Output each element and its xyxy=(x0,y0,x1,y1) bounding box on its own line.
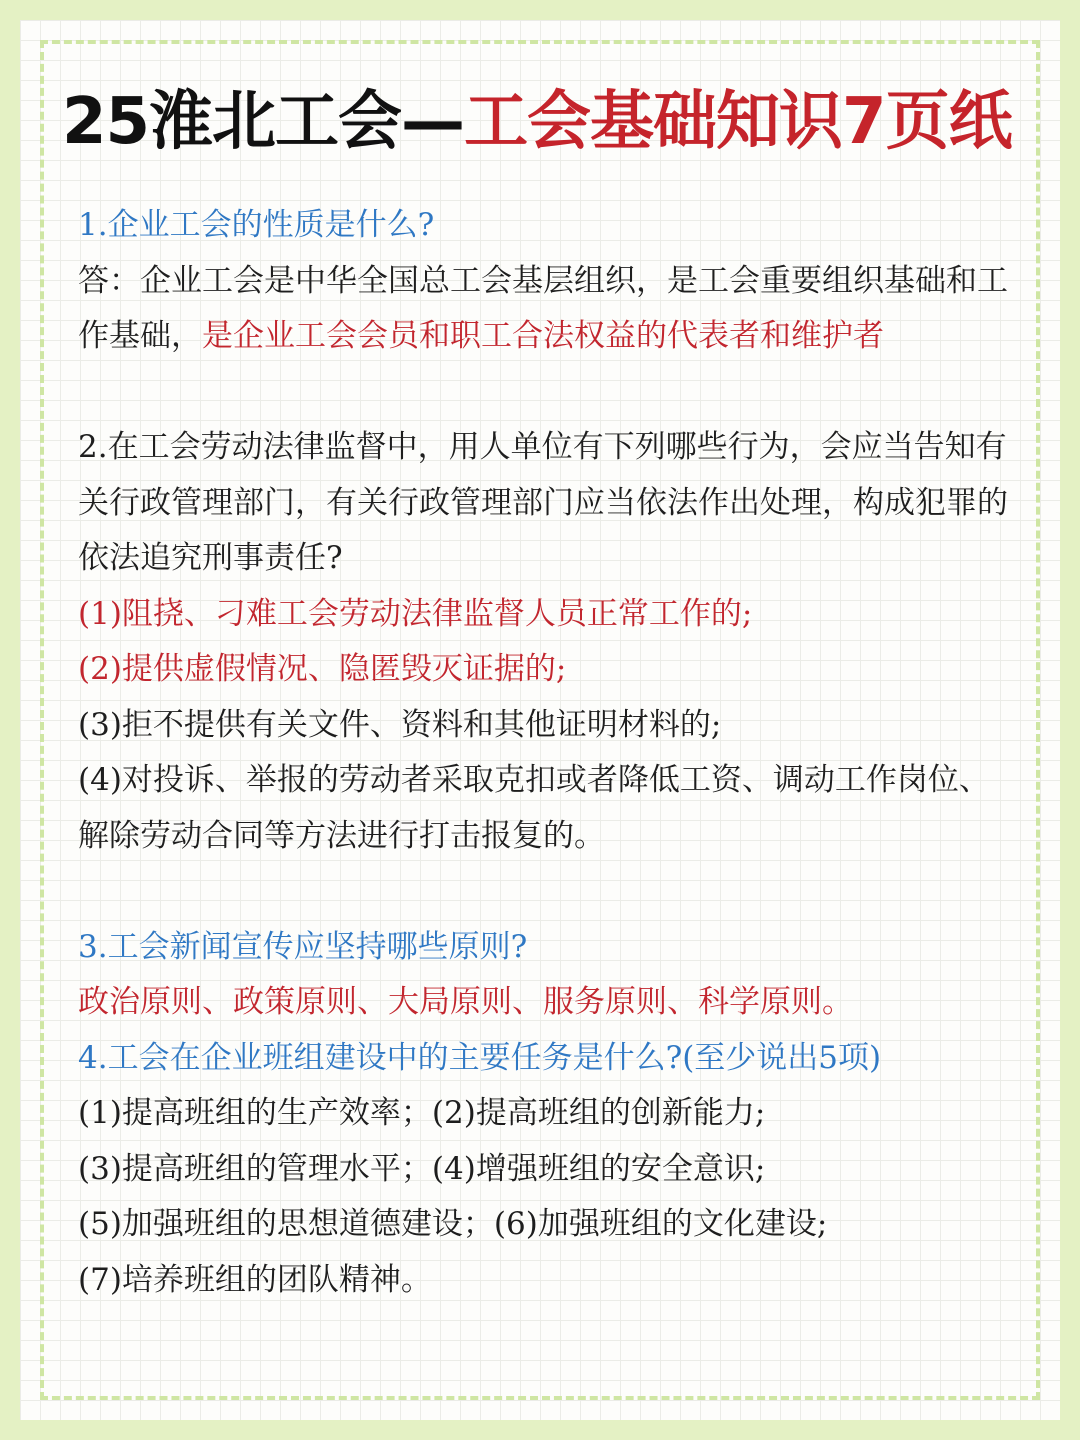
answer-2-item-1: (1)阻挠、刁难工会劳动法律监督人员正常工作的; xyxy=(78,595,753,632)
answer-1-text: 答：企业工会是中华全国总工会基层组织，是工会重要组织基础和工作基础， xyxy=(78,262,1008,354)
question-3: 3.工会新闻宣传应坚持哪些原则? xyxy=(78,928,528,965)
title-prefix: 25淮北工会— xyxy=(62,85,465,159)
question-1: 1.企业工会的性质是什么? xyxy=(78,207,435,243)
content-body xyxy=(78,198,1018,1308)
title-topic: 工会基础知识7页纸 xyxy=(464,85,1012,159)
answer-3: 政治原则、政策原则、大局原则、服务原则、科学原则。 xyxy=(78,984,853,1020)
spacer xyxy=(78,864,1018,920)
spacer xyxy=(78,365,1018,421)
question-4: 4.工会在企业班组建设中的主要任务是什么?(至少说出5项) xyxy=(78,1039,882,1076)
answer-4-line-2: (3)提高班组的管理水平；(4)增强班组的安全意识; xyxy=(78,1150,766,1187)
answer-1-highlight: 是企业工会会员和职工合法权益的代表者和维护者 xyxy=(202,318,884,354)
answer-2-item-2: (2)提供虚假情况、隐匿毁灭证据的; xyxy=(78,651,567,687)
note-page xyxy=(20,20,1060,1420)
answer-4-line-1: (1)提高班组的生产效率；(2)提高班组的创新能力; xyxy=(78,1095,766,1131)
answer-4-line-3: (5)加强班组的思想道德建设；(6)加强班组的文化建设; xyxy=(78,1206,828,1242)
answer-2-item-3: (3)拒不提供有关文件、资料和其他证明材料的; xyxy=(78,706,722,743)
question-2: 2.在工会劳动法律监督中，用人单位有下列哪些行为，会应当告知有关行政管理部门，有关行政管理部门应当依法作出处理，构成犯罪的依法追究刑事责任? xyxy=(78,429,1008,576)
page-title xyxy=(62,82,1032,162)
answer-2-item-4: (4)对投诉、举报的劳动者采取克扣或者降低工资、调动工作岗位、解除劳动合同等方法进行打击报复的。 xyxy=(78,762,990,854)
answer-1 xyxy=(78,254,1018,365)
answer-4-line-4: (7)培养班组的团队精神。 xyxy=(78,1261,432,1298)
